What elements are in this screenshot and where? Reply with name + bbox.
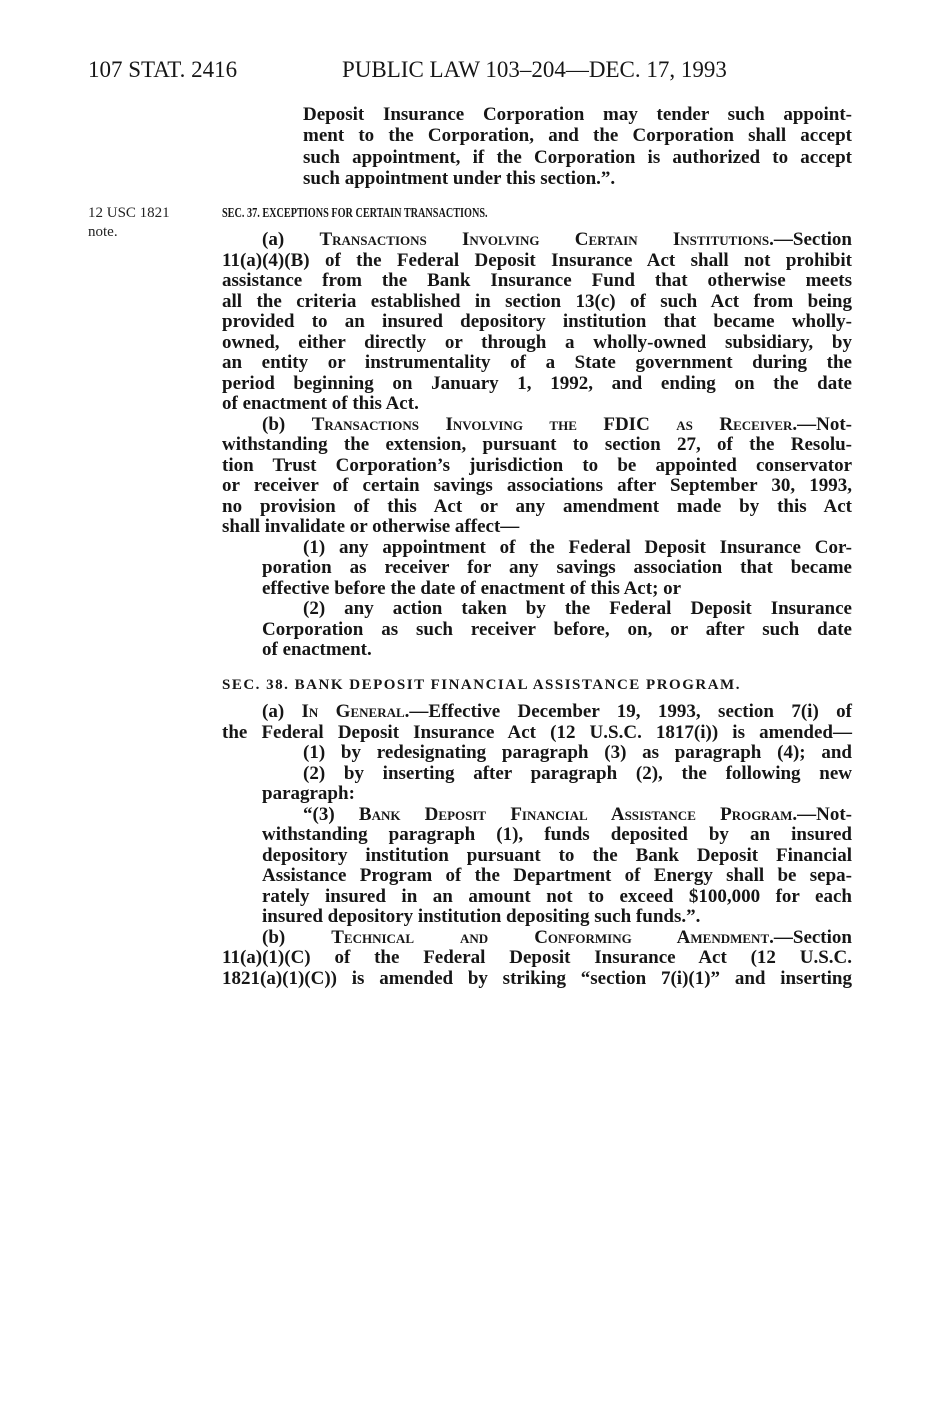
subsection-lead-text: .—Not-: [792, 413, 852, 435]
subsection-lead-text: .—Section: [769, 926, 852, 948]
text-line: ment to the Corporation, and the Corporation shall accept: [303, 125, 852, 147]
quoted-paragraph-enum: “(3): [303, 803, 359, 825]
subsection-caption: Technical and Conforming Amendment: [331, 926, 770, 948]
quoted-paragraph-line: Assistance Program of the Department of Energy shall be sepa-: [262, 865, 852, 886]
quoted-paragraph-lead-text: .—Not-: [792, 803, 852, 825]
subsection-caption: Transactions Involving Certain Institutions: [319, 229, 770, 250]
subsection-lead-text: .—Section: [769, 229, 852, 250]
section-37-body: [222, 230, 852, 661]
text-line: provided to an insured depository institution that became wholly-: [222, 311, 852, 332]
paragraph-2-line: (2) by inserting after paragraph (2), the following new: [303, 762, 852, 784]
text-line: 11(a)(1)(C) of the Federal Deposit Insurance Act (12 U.S.C.: [222, 947, 852, 968]
running-head: PUBLIC LAW 103–204—DEC. 17, 1993: [342, 57, 727, 82]
paragraph-2-line: paragraph:: [262, 783, 355, 804]
text-line: all the criteria established in section 13(c) of such Act from being: [222, 290, 852, 312]
text-line: 11(a)(4)(B) of the Federal Deposit Insurance Act shall not prohibit: [222, 249, 852, 271]
quoted-paragraph-line: rately insured in an amount not to exceed $100,000 for each: [262, 885, 852, 907]
subsection-b-heading-line: [222, 928, 852, 949]
text-line: shall invalidate or otherwise affect—: [222, 516, 520, 537]
quoted-paragraph-line: insured depository institution depositing such funds.”.: [262, 906, 701, 927]
paragraph-2-line: (2) any action taken by the Federal Deposit Insurance: [303, 598, 852, 619]
subsection-caption: Transactions Involving the FDIC as Receiver: [311, 413, 793, 435]
text-line: no provision of this Act or any amendment made by this Act: [222, 495, 852, 517]
margin-note-label: note.: [88, 224, 118, 240]
margin-note: [88, 204, 170, 242]
text-line: an entity or instrumentality of a State government during the: [222, 352, 852, 373]
paragraph-2-line: of enactment.: [262, 639, 372, 660]
paragraph-1-line: (1) by redesignating paragraph (3) as paragraph (4); and: [303, 742, 852, 763]
margin-note-citation: 12 USC 1821: [88, 205, 170, 221]
text-line: of enactment of this Act.: [222, 393, 419, 414]
paragraph-2-line: Corporation as such receiver before, on, or after such date: [262, 618, 852, 640]
subsection-enum: (a): [262, 229, 320, 250]
quoted-paragraph-heading-line: [222, 805, 852, 826]
paragraph-1-line: effective before the date of enactment of this Act; or: [262, 577, 682, 599]
paragraph-1-line: (1) any appointment of the Federal Deposit Insurance Cor-: [303, 536, 852, 558]
text-line: period beginning on January 1, 1992, and ending on the date: [222, 372, 852, 394]
subsection-enum: (a): [262, 701, 302, 722]
quoted-paragraph-caption: Bank Deposit Financial Assistance Program: [358, 803, 793, 825]
text-line: assistance from the Bank Insurance Fund that otherwise meets: [222, 270, 852, 291]
text-line: withstanding the extension, pursuant to section 27, of the Resolu-: [222, 434, 852, 455]
continued-paragraph: [303, 104, 852, 189]
stat-page-reference: 107 STAT. 2416: [88, 57, 238, 82]
subsection-a-heading-line: [222, 702, 852, 723]
section-37-heading: SEC. 37. EXCEPTIONS FOR CERTAIN TRANSACTIONS.: [222, 206, 488, 221]
quoted-paragraph-line: depository institution pursuant to the Bank Deposit Financial: [262, 844, 852, 866]
section-38-body: [222, 702, 852, 989]
quoted-paragraph-line: withstanding paragraph (1), funds deposited by an insured: [262, 824, 852, 845]
text-line: Deposit Insurance Corporation may tender such appoint-: [303, 104, 852, 125]
subsection-lead-text: .—Effective December 19, 1993, section 7(i) of: [404, 701, 852, 722]
subsection-b-heading-line: [222, 415, 852, 436]
subsection-caption: In General: [301, 701, 405, 722]
subsection-enum: (b): [262, 926, 332, 948]
text-line: such appointment under this section.”.: [303, 167, 616, 189]
text-line: such appointment, if the Corporation is authorized to accept: [303, 146, 852, 168]
text-line: owned, either directly or through a wholly-owned subsidiary, by: [222, 331, 852, 353]
text-line: 1821(a)(1)(C)) is amended by striking “section 7(i)(1)” and inserting: [222, 967, 852, 989]
subsection-a-heading-line: [222, 230, 852, 251]
text-line: the Federal Deposit Insurance Act (12 U.S.C. 1817(i)) is amended—: [222, 721, 852, 743]
section-38-heading: SEC. 38. BANK DEPOSIT FINANCIAL ASSISTANCE PROGRAM.: [222, 677, 741, 693]
text-line: or receiver of certain savings associations after September 30, 1993,: [222, 475, 852, 496]
paragraph-1-line: poration as receiver for any savings association that became: [262, 557, 852, 578]
subsection-enum: (b): [262, 413, 312, 435]
text-line: tion Trust Corporation’s jurisdiction to be appointed conservator: [222, 454, 852, 476]
